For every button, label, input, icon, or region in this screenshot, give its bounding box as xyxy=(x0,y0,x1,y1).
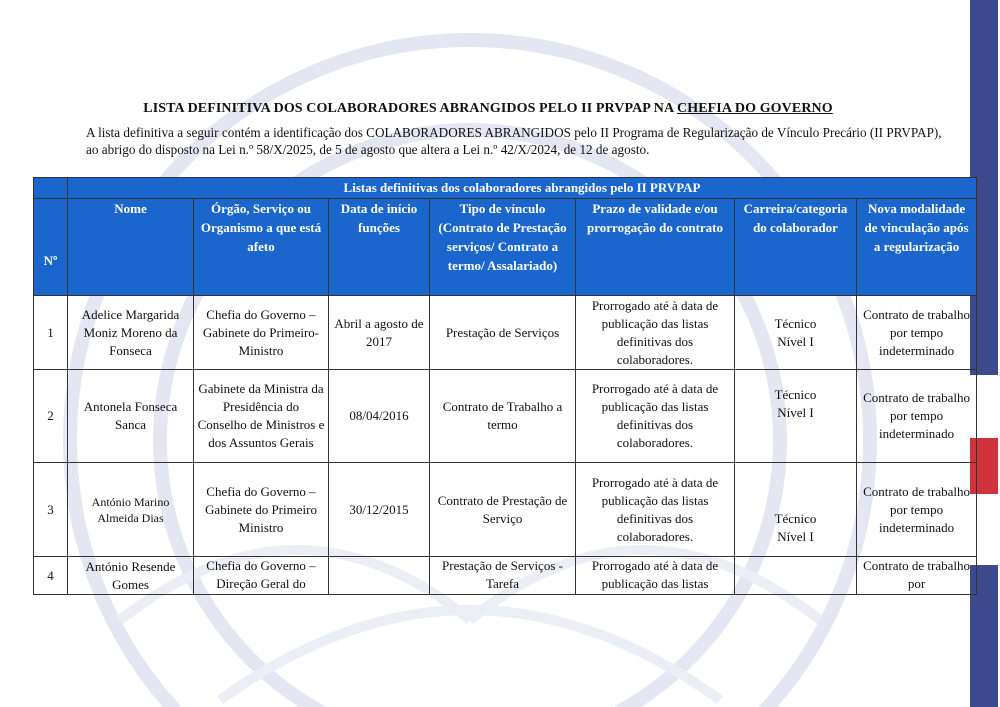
cell-carreira xyxy=(735,370,857,463)
cell-num: 2 xyxy=(34,370,68,463)
header-nome: Nome xyxy=(68,199,194,296)
title-prefix: LISTA DEFINITIVA DOS COLABORADORES ABRANGIDOS PELO II PRVPAP NA xyxy=(143,101,674,116)
cell-prazo: Prorrogado até à data de publicação das listas definitivas dos colaboradores. xyxy=(576,296,735,370)
cell-nova: Contrato de trabalho por tempo indeterminado xyxy=(857,296,977,370)
carreira-line2: Nível I xyxy=(777,405,814,420)
carreira-line2: Nível I xyxy=(777,333,814,349)
cell-data: Abril a agosto de 2017 xyxy=(329,296,430,370)
prazo-text: Prorrogado até à data de publicação das listas xyxy=(591,558,719,591)
cell-tipo: Contrato de Prestação de Serviço xyxy=(430,463,576,557)
header-orgao: Órgão, Serviço ou Organismo a que está afeto xyxy=(194,199,329,296)
cell-num: 1 xyxy=(34,296,68,370)
cell-prazo: Prorrogado até à data de publicação das listas definitivas dos colaboradores. xyxy=(576,370,735,463)
cell-orgao xyxy=(194,557,329,595)
cell-carreira xyxy=(735,463,857,557)
nova-text: Contrato de trabalho por xyxy=(863,558,970,591)
table-row xyxy=(34,557,977,595)
cell-orgao: Chefia do Governo – Gabinete do Primeiro Ministro xyxy=(194,463,329,557)
header-num: Nº xyxy=(34,199,68,296)
carreira-line1: Técnico xyxy=(774,315,817,331)
header-nova: Nova modalidade de vinculação após a regularização xyxy=(857,199,977,296)
cell-nome: Antonela Fonseca Sanca xyxy=(68,370,194,463)
cell-num: 3 xyxy=(34,463,68,557)
table-row xyxy=(34,296,977,370)
carreira-line1: Técnico xyxy=(774,387,817,402)
banner-spacer xyxy=(34,178,68,199)
tipo-text: Prestação de Serviços - Tarefa xyxy=(442,558,563,591)
cell-orgao: Chefia do Governo – Gabinete do Primeiro-Ministro xyxy=(194,296,329,370)
cell-data xyxy=(329,557,430,595)
cell-tipo: Contrato de Trabalho a termo xyxy=(430,370,576,463)
header-prazo: Prazo de validade e/ou prorrogação do contrato xyxy=(576,199,735,296)
cell-nova: Contrato de trabalho por tempo indeterminado xyxy=(857,463,977,557)
cell-tipo: Prestação de Serviços xyxy=(430,296,576,370)
carreira-line2: Nível I xyxy=(777,529,814,544)
cell-carreira xyxy=(735,296,857,370)
cell-prazo xyxy=(576,557,735,595)
colaboradores-table xyxy=(33,177,977,595)
orgao-text: Chefia do Governo – Direção Geral do xyxy=(206,558,316,591)
table-row xyxy=(34,463,977,557)
cell-nome: António Resende Gomes xyxy=(68,557,194,595)
header-data: Data de início funções xyxy=(329,199,430,296)
cell-data: 30/12/2015 xyxy=(329,463,430,557)
cell-nome: António Marino Almeida Dias xyxy=(68,463,194,557)
cell-orgao: Gabinete da Ministra da Presidência do Conselho de Ministros e dos Assuntos Gerais xyxy=(194,370,329,463)
header-carreira: Carreira/categoria do colaborador xyxy=(735,199,857,296)
intro-paragraph: A lista definitiva a seguir contém a identificação dos COLABORADORES ABRANGIDOS pelo II Programa de Regularização de Vínculo Precário (II PRVPAP), ao abrigo do disposto na Lei n.º 58/X/2025, de 5 de agosto que altera a Lei n.º 42/X/2024, de 12 de agosto. xyxy=(86,125,942,157)
title-underlined: CHEFIA DO GOVERNO xyxy=(677,101,833,116)
table-banner: Listas definitivas dos colaboradores abrangidos pelo II PRVPAP xyxy=(68,178,977,199)
cell-prazo: Prorrogado até à data de publicação das listas definitivas dos colaboradores. xyxy=(576,463,735,557)
cell-num: 4 xyxy=(34,557,68,595)
cell-tipo xyxy=(430,557,576,595)
cell-carreira xyxy=(735,557,857,595)
carreira-line1: Técnico xyxy=(774,511,817,526)
document-title xyxy=(36,101,940,117)
header-tipo: Tipo de vínculo (Contrato de Prestação serviços/ Contrato a termo/ Assalariado) xyxy=(430,199,576,296)
cell-data: 08/04/2016 xyxy=(329,370,430,463)
cell-nome: Adelice Margarida Moniz Moreno da Fonseca xyxy=(68,296,194,370)
cell-nova xyxy=(857,557,977,595)
cell-nova: Contrato de trabalho por tempo indeterminado xyxy=(857,370,977,463)
table-row xyxy=(34,370,977,463)
